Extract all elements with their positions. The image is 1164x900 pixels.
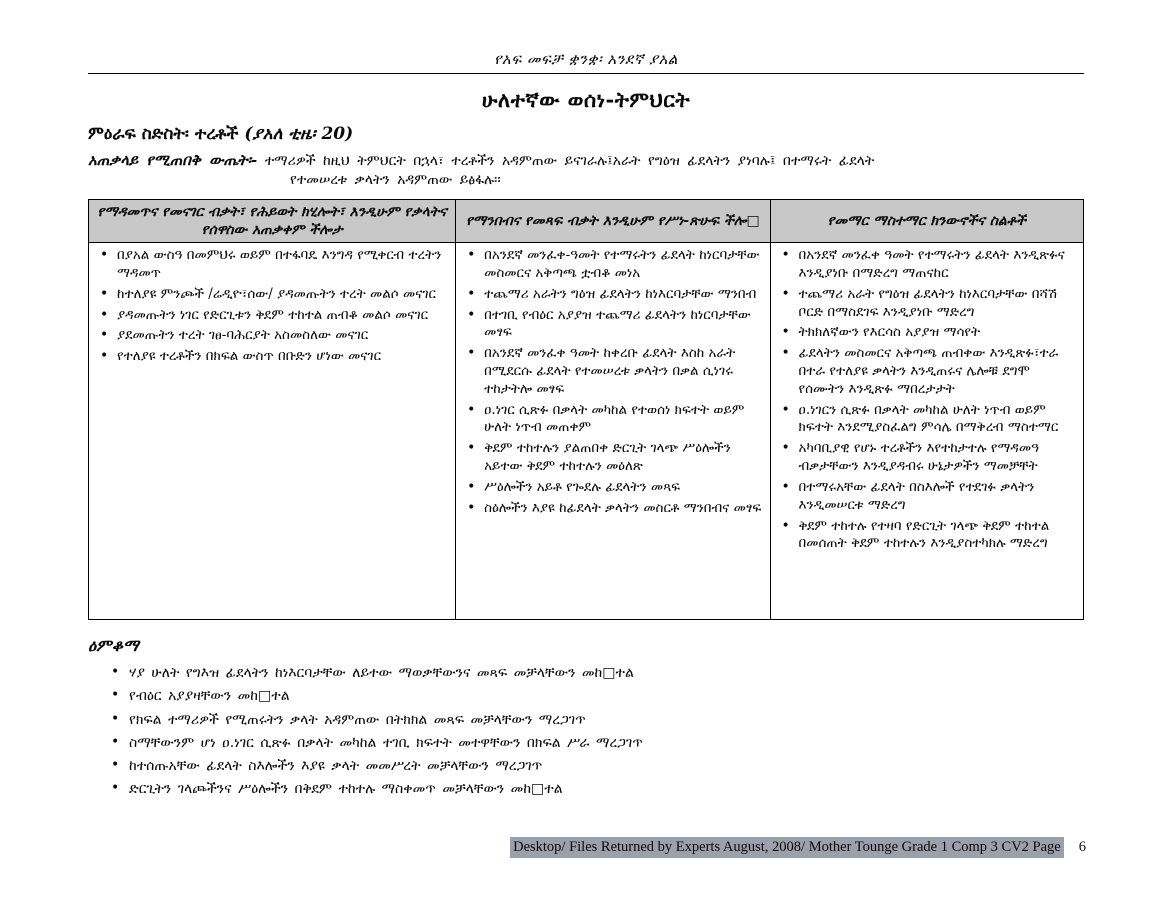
- list-item: • ትክክለኛውን የእርሳስ አያያዝ ማሳየት: [777, 324, 1078, 342]
- list-item: • ተጨማሪ አራትን ግዕዝ ፊደላትን ከነእርባታቸው ማንበብ: [462, 286, 764, 304]
- list-item: • ያዳመጡትን ነገር የድርጊቱን ቅደም ተከተል ጠብቆ መልሶ መናገር: [95, 307, 450, 325]
- evaluation-list-item: • የብዕር አያያዛቸውን መከ□ተል: [108, 687, 1084, 705]
- evaluation-list-item: • ከተሰጡአቸው ፊደላት ስእሎችን እያዩ ቃላት መመሥረት መቻላቸውን ማረጋገጥ: [108, 757, 1084, 775]
- header-rule: [88, 73, 1084, 74]
- list-item: • ዐ.ነገርን ሲጽፉ በቃላት መካከል ሁለት ነጥብ ወይም ክፍተት እንደሚያስፈልግ ምሳሌ በማቅረብ ማስተማር: [777, 402, 1078, 438]
- cell-reading-writing: [456, 243, 770, 620]
- teaching-methods-list: [777, 247, 1078, 553]
- list-item: • የተለያዩ ተረቶችን በክፍል ውስጥ በቡድን ሆነው መናገር: [95, 348, 450, 366]
- evaluation-list-item: • ስማቸውንም ሆነ ዐ.ነገር ሲጽፉ በቃላት መካከል ተገቢ ክፍተት መተዋቸውን በክፍል ሥራ ማረጋገጥ: [108, 734, 1084, 752]
- objective-line2: የተመሠረቱ ቃላትን አዳምጠው ይፅፋሉ፡፡: [290, 171, 501, 188]
- list-item: • በአንደኛ መንፈቀ-ዓመት የተማሩትን ፊደላት ከነርባታቸው መስመርና አቅጣጫ ቷብቆ መነአ: [462, 247, 764, 283]
- list-item: • በአንደኛ መንፈቀ ዓመት ከቀረቡ ፊደላት እስከ አራት በሚደርሱ ፊደላት የተመሠረቱ ቃላትን በቃል ሲነገሩ ተከታትሎ መፃፍ: [462, 345, 764, 398]
- reading-writing-list: [462, 247, 764, 517]
- chapter-heading: [88, 124, 1084, 144]
- evaluation-list-item: • ሃያ ሁለት የግእዝ ፊደላትን ከነእርባታቸው ለይተው ማወቃቸውንና መጻፍ መቻላቸውን መከ□ተል: [108, 664, 1084, 682]
- evaluation-list-item: • የክፍል ተማሪዎች የሚጠሩትን ቃላት አዳምጠው በትክክል መጻፍ መቻላቸውን ማረጋገጥ: [108, 711, 1084, 729]
- footer-page-number: 6: [1078, 839, 1086, 855]
- list-item: • ተጨማሪ አራት የግዕዝ ፊደላትን ከነእርባታቸው በሻሽ ቦርድ በማስደገፍ እንዲያነቡ ማድረግ: [777, 286, 1078, 322]
- chapter-title: ምዕራፍ ስድስት፡ ተረቶች: [88, 124, 239, 144]
- list-item: • ዐ.ነገር ሲጽፉ በቃላት መካከል የተወሰነ ክፍተት ወይም ሁለት ነጥብ መጠቀም: [462, 402, 764, 438]
- list-item: • በአንደኛ መንፈቀ ዓመት የተማሩትን ፊደላት እንዲጽፉና እንዲያነቡ በማድረግ ማጠናከር: [777, 247, 1078, 283]
- cell-teaching-methods: [770, 243, 1083, 620]
- list-item: • በተገቢ የብዕር አያያዝ ተጨማሪ ፊደላትን ከነርባታቸው መፃፍ: [462, 307, 764, 343]
- evaluation-list-item: • ድርጊትን ገላጮችንና ሥዕሎችን በቅደም ተከተሉ ማስቀመጥ መቻላቸውን መከ□ተል: [108, 780, 1084, 798]
- footer: [510, 839, 1086, 856]
- footer-file-path-highlighted: Desktop/ Files Returned by Experts August, 2008/ Mother Tounge Grade 1 Comp 3 CV2 Page: [510, 837, 1064, 858]
- cell-listening-speaking: [89, 243, 456, 620]
- column-header-listening-speaking: የማዳመጥና የመናገር ብቃት፣ የሕይወት ክሂሎት፣ እንዲሁም የቃላትና የሰዋስው አጠቃቀም ችሎታ: [89, 199, 456, 242]
- list-item: • ሥዕሎችን አይቶ የጐደሉ ፊደላትን መጻፍ: [462, 479, 764, 497]
- document-header: የአፍ መፍቻ ቋንቋ፡ አንደኛ ያአል: [494, 50, 678, 68]
- list-item: • ያደመጡትን ተረት ገፀ-ባሕርያት አስመስለው መናገር: [95, 327, 450, 345]
- objective-paragraph: [88, 150, 1084, 190]
- objective-line1: [88, 150, 1084, 171]
- evaluation-heading: ዕምቆማ: [88, 636, 139, 656]
- table-body-row: [89, 243, 1084, 620]
- evaluation-list: [108, 664, 1084, 798]
- list-item: • በያአል ውስዓ በመምህሩ ወይም በተፋባዴ እንግዳ የሚቀርብ ተረትን ማዳመጥ: [95, 247, 450, 283]
- list-item: • ፊደላትን መስመርና አቅጣጫ ጠብቀው እንዲጽፉ፣ተራ በተራ የተለያዩ ቃላትን እንዲጠሩና ሌሎቹ ደግሞ የሰሙትን እንዲጽፉ ማበረታታት: [777, 345, 1078, 398]
- listening-speaking-list: [95, 247, 450, 366]
- list-item: • ቅደም ተከተሉን ያልጠበቀ ድርጊት ገላጭ ሥዕሎችን አይተው ቅደም ተከተሉን መዕለጽ: [462, 440, 764, 476]
- list-item: • ከተለያዩ ምንጮች /ሬዲዮ፣ሰው/ ያዳመጡትን ተረት መልሶ መናገር: [95, 286, 450, 304]
- column-header-teaching-methods: የመማር ማስተማር ክንውኖችና ስልቶች: [770, 199, 1083, 242]
- column-header-reading-writing: የማንበብና የመጻፍ ብቃት እንዲሁም የሥነ-ጽሁፍ ችሎ□: [456, 199, 770, 242]
- list-item: • ስዕሎችን እያዩ ከፊደላት ቃላትን መስርቶ ማንበብና መፃፍ: [462, 500, 764, 518]
- list-item: • አካባቢያዊ የሆኑ ተረቶችን እየተከታተሉ የማዳመዓ ብቃታቸውን እንዲያዳብሩ ሁኔታዎችን ማመቻቸት: [777, 440, 1078, 476]
- objective-text: ተማሪዎች ከዚህ ትምህርት በኋላ፣ ተረቶችን አዳምጠው ይናገራሉ፤አራት የግዕዝ ፊደላትን ያነባሉ፤ በተማሩት ፊደላት: [264, 153, 875, 169]
- list-item: • በተማሩአቸው ፊደላት በስእሎች የተደገፉ ቃላትን እንዲመሠርቱ ማድረግ: [777, 479, 1078, 515]
- page-title: ሁለተኛው ወሰነ-ትምህርት: [481, 87, 691, 112]
- chapter-time-allotted: (ያአለ ቲዜ፡ 20): [244, 124, 354, 144]
- competency-table: [88, 199, 1084, 620]
- table-header-row: [89, 199, 1084, 242]
- objective-label: አጠቃላይ የሚጠበቅ ውጤት፡-: [88, 151, 258, 169]
- list-item: • ቅደም ተከተሉ የተዛባ የድርጊት ገላጭ ቅደም ተከተል በመሰጠት ቅደም ተከተሉን እንዲያስተካክሉ ማድረግ: [777, 518, 1078, 554]
